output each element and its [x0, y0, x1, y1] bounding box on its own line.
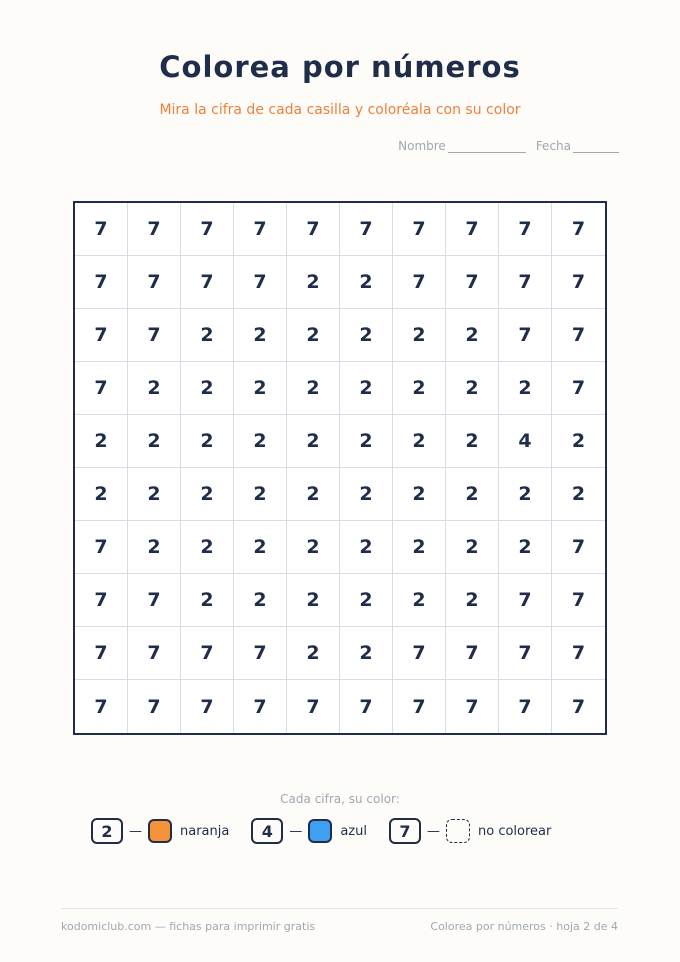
- legend-item-2: [91, 818, 229, 844]
- grid-cell[interactable]: 2: [181, 574, 234, 627]
- grid-cell[interactable]: 7: [446, 680, 499, 733]
- grid-cell[interactable]: 7: [75, 574, 128, 627]
- grid-cell[interactable]: 2: [287, 521, 340, 574]
- grid-cell[interactable]: 2: [552, 468, 605, 521]
- grid-cell[interactable]: 7: [181, 627, 234, 680]
- color-legend: [91, 818, 573, 844]
- grid-cell[interactable]: 2: [340, 256, 393, 309]
- legend-color-name: naranja: [180, 823, 230, 839]
- blue-swatch: [308, 819, 332, 843]
- grid-cell[interactable]: 2: [181, 521, 234, 574]
- grid-cell[interactable]: 2: [393, 415, 446, 468]
- grid-cell[interactable]: 2: [340, 362, 393, 415]
- grid-cell[interactable]: 2: [234, 521, 287, 574]
- grid-cell[interactable]: 2: [234, 362, 287, 415]
- grid-cell[interactable]: 7: [181, 203, 234, 256]
- grid-cell[interactable]: 2: [287, 362, 340, 415]
- grid-cell[interactable]: 7: [499, 256, 552, 309]
- grid-cell[interactable]: 7: [75, 203, 128, 256]
- grid-cell[interactable]: 7: [552, 203, 605, 256]
- grid-cell[interactable]: 2: [393, 574, 446, 627]
- legend-color-name: azul: [340, 823, 367, 839]
- name-date-fields: [398, 139, 619, 153]
- legend-color-name: no colorear: [478, 823, 552, 839]
- grid-cell[interactable]: 2: [393, 521, 446, 574]
- grid-cell[interactable]: 2: [287, 256, 340, 309]
- grid-cell[interactable]: 7: [499, 203, 552, 256]
- grid-cell[interactable]: 7: [128, 627, 181, 680]
- page-title: Colorea por números: [159, 50, 521, 84]
- grid-cell[interactable]: 7: [393, 256, 446, 309]
- date-field-line[interactable]: [573, 142, 619, 153]
- grid-cell[interactable]: 7: [75, 627, 128, 680]
- grid-cell[interactable]: 2: [75, 468, 128, 521]
- name-field-line[interactable]: [448, 142, 526, 153]
- grid-cell[interactable]: 2: [234, 415, 287, 468]
- grid-cell[interactable]: 7: [446, 627, 499, 680]
- grid-cell[interactable]: 2: [446, 468, 499, 521]
- footer-divider: [61, 908, 618, 909]
- name-label: Nombre: [398, 139, 446, 153]
- grid-cell[interactable]: 7: [552, 627, 605, 680]
- grid-cell[interactable]: 7: [287, 203, 340, 256]
- legend-item-4: [251, 818, 367, 844]
- grid-cell[interactable]: 7: [234, 256, 287, 309]
- grid-cell[interactable]: 2: [287, 309, 340, 362]
- grid-cell[interactable]: 7: [552, 574, 605, 627]
- grid-cell[interactable]: 2: [128, 362, 181, 415]
- grid-cell[interactable]: 2: [446, 309, 499, 362]
- grid-cell[interactable]: 2: [234, 574, 287, 627]
- grid-cell[interactable]: 7: [499, 627, 552, 680]
- grid-cell[interactable]: 2: [446, 362, 499, 415]
- grid-cell[interactable]: 7: [552, 309, 605, 362]
- grid-cell[interactable]: 4: [499, 415, 552, 468]
- legend-number: 4: [251, 818, 283, 844]
- legend-dash: —: [129, 823, 142, 839]
- grid-cell[interactable]: 2: [287, 627, 340, 680]
- legend-number: 2: [91, 818, 123, 844]
- footer-page-info: Colorea por números · hoja 2 de 4: [430, 920, 618, 933]
- grid-cell[interactable]: 7: [75, 256, 128, 309]
- date-label: Fecha: [535, 139, 571, 153]
- grid-cell[interactable]: 2: [234, 309, 287, 362]
- grid-cell[interactable]: 2: [340, 468, 393, 521]
- grid-cell[interactable]: 7: [75, 362, 128, 415]
- grid-cell[interactable]: 2: [181, 362, 234, 415]
- grid-cell[interactable]: 2: [340, 415, 393, 468]
- footer-site: kodomiclub.com — fichas para imprimir gratis: [61, 920, 316, 933]
- grid-cell[interactable]: 7: [287, 680, 340, 733]
- grid-cell[interactable]: 7: [552, 362, 605, 415]
- grid-cell[interactable]: 2: [446, 521, 499, 574]
- grid-cell[interactable]: 7: [75, 680, 128, 733]
- grid-cell[interactable]: 2: [128, 468, 181, 521]
- grid-cell[interactable]: 2: [393, 309, 446, 362]
- legend-item-7: [389, 818, 551, 844]
- grid-cell[interactable]: 7: [234, 680, 287, 733]
- grid-cell[interactable]: 7: [340, 203, 393, 256]
- grid-cell[interactable]: 7: [181, 680, 234, 733]
- orange-swatch: [148, 819, 172, 843]
- grid-cell[interactable]: 2: [340, 521, 393, 574]
- legend-dash: —: [289, 823, 303, 839]
- grid-cell[interactable]: 2: [393, 362, 446, 415]
- grid-cell[interactable]: 2: [287, 574, 340, 627]
- grid-cell[interactable]: 2: [128, 521, 181, 574]
- grid-cell[interactable]: 2: [446, 574, 499, 627]
- grid-cell[interactable]: 7: [181, 256, 234, 309]
- number-grid: [73, 201, 607, 735]
- grid-cell[interactable]: 7: [552, 256, 605, 309]
- grid-cell[interactable]: 2: [181, 468, 234, 521]
- grid-cell[interactable]: 2: [446, 415, 499, 468]
- grid-cell[interactable]: 2: [499, 468, 552, 521]
- grid-cell[interactable]: 2: [181, 415, 234, 468]
- grid-cell[interactable]: 7: [234, 203, 287, 256]
- legend-title: Cada cifra, su color:: [280, 792, 400, 806]
- grid-cell[interactable]: 7: [393, 203, 446, 256]
- grid-cell[interactable]: 2: [287, 415, 340, 468]
- grid-cell[interactable]: 2: [552, 415, 605, 468]
- grid-cell[interactable]: 7: [128, 574, 181, 627]
- grid-cell[interactable]: 2: [499, 521, 552, 574]
- grid-cell[interactable]: 2: [287, 468, 340, 521]
- grid-cell[interactable]: 2: [499, 362, 552, 415]
- grid-cell[interactable]: 2: [75, 415, 128, 468]
- grid-cell[interactable]: 7: [75, 521, 128, 574]
- grid-cell[interactable]: 7: [571, 695, 586, 718]
- grid-cell[interactable]: 7: [446, 203, 499, 256]
- grid-cell[interactable]: 2: [181, 309, 234, 362]
- grid-cell[interactable]: 7: [446, 256, 499, 309]
- legend-number: 7: [389, 818, 421, 844]
- grid-cell[interactable]: 7: [234, 627, 287, 680]
- grid-cell[interactable]: 2: [393, 468, 446, 521]
- grid-cell[interactable]: 2: [234, 468, 287, 521]
- grid-cell[interactable]: 2: [340, 627, 393, 680]
- grid-cell[interactable]: 7: [340, 680, 393, 733]
- grid-cell[interactable]: 7: [499, 680, 552, 733]
- grid-cell[interactable]: 7: [75, 309, 128, 362]
- legend-dash: —: [427, 823, 440, 839]
- grid-cell[interactable]: 7: [499, 574, 552, 627]
- grid-cell[interactable]: 7: [128, 256, 181, 309]
- grid-cell[interactable]: 2: [128, 415, 181, 468]
- grid-cell[interactable]: 2: [340, 574, 393, 627]
- grid-cell[interactable]: 7: [499, 309, 552, 362]
- empty-swatch: [446, 819, 470, 843]
- grid-cell[interactable]: 7: [552, 521, 605, 574]
- grid-cell[interactable]: 7: [128, 309, 181, 362]
- grid-cell[interactable]: 7: [393, 680, 446, 733]
- grid-cell[interactable]: 7: [128, 203, 181, 256]
- grid-cell[interactable]: 2: [340, 309, 393, 362]
- grid-cell[interactable]: 7: [128, 680, 181, 733]
- grid-cell[interactable]: 7: [393, 627, 446, 680]
- page-subtitle: Mira la cifra de cada casilla y coloréala con su color: [159, 102, 521, 118]
